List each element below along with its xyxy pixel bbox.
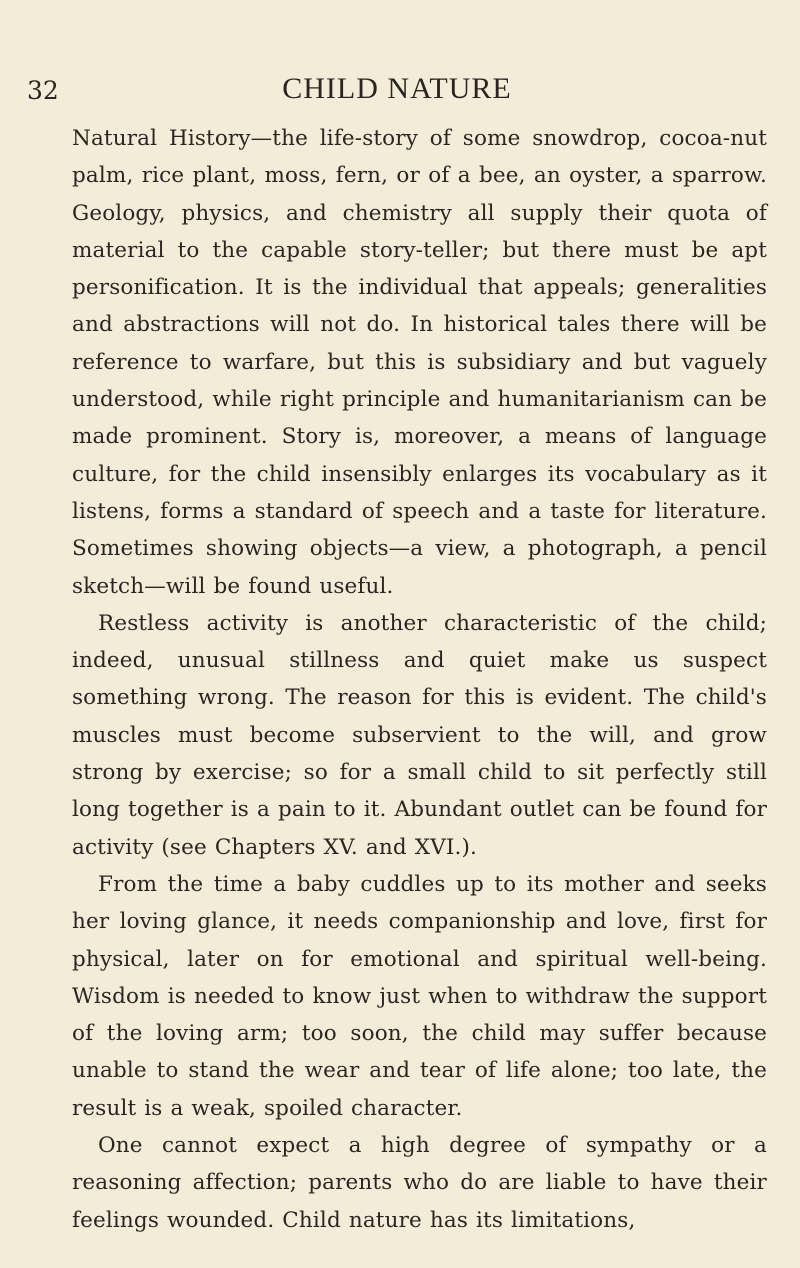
body-text <box>72 120 767 1239</box>
running-head <box>27 72 767 112</box>
paragraph-natural-history: Natural History—the life-story of some snowdrop, cocoa-nut palm, rice plant, moss, fern, or of a bee, an oyster, a sparrow. Geology, physics, and chemistry all supply their quota of material to the capable story-teller; but there must be apt personification. It is the individual that appeals; generalities and abstractions will not do. In historical tales there will be reference to warfare, but this is subsidiary and but vaguely understood, while right principle and humanitarianism can be made prominent. Story is, moreover, a means of language culture, for the child insensibly enlarges its vocabulary as it listens, forms a standard of speech and a taste for literature. Sometimes showing objects—a view, a photograph, a pencil sketch—will be found useful. <box>72 126 767 599</box>
paragraph-sympathy: One cannot expect a high degree of sympathy or a reasoning affection; parents who do are liable to have their feelings wounded. Child nature has its limitations, <box>72 1133 767 1233</box>
paragraph-companionship: From the time a baby cuddles up to its mother and seeks her loving glance, it needs companionship and love, first for physical, later on for emotional and spiritual well-being. Wisdom is needed to know just when to withdraw the support of the loving arm; too soon, the child may suffer because unable to stand the wear and tear of life alone; too late, the result is a weak, spoiled character. <box>72 871 767 1121</box>
page-number: 32 <box>27 76 59 105</box>
running-title: CHILD NATURE <box>282 72 512 105</box>
paragraph-restless-activity: Restless activity is another characteristic of the child; indeed, unusual stillness and quiet make us suspect something wrong. The reason for this is evident. The child's muscles must become subservient to the will, and grow strong by exercise; so for a small child to sit perfectly still long together is a pain to it. Abundant outlet can be found for activity (see Chapters XV. and XVI.). <box>72 610 767 860</box>
